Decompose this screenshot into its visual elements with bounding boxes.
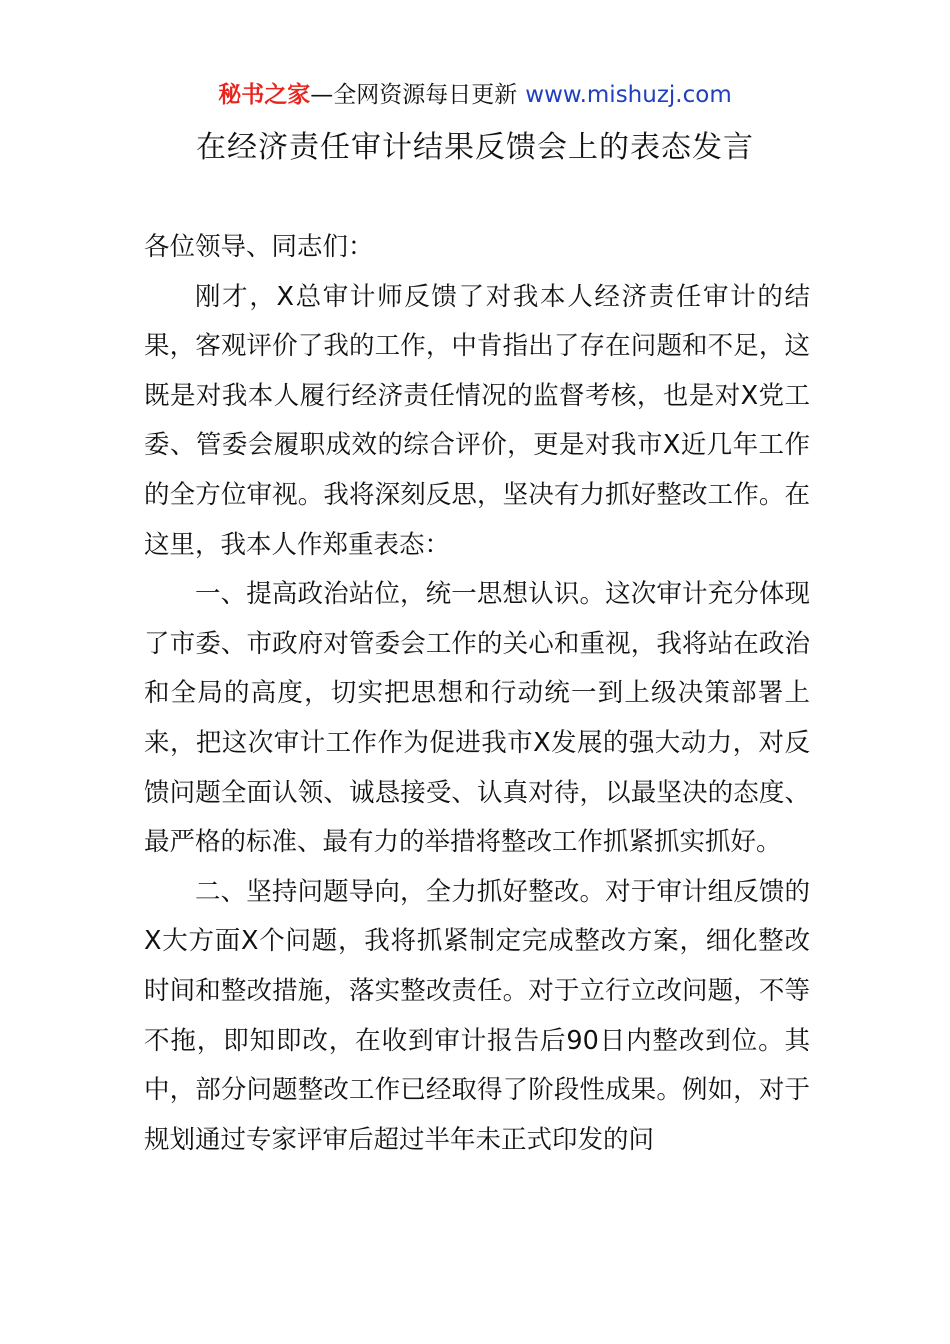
paragraph-point-one: 一、提高政治站位，统一思想认识。这次审计充分体现了市委、市政府对管委会工作的关心和重视，我将站在政治和全局的高度，切实把思想和行动统一到上级决策部署上来，把这次审计工作作为促进我市X发展的强大动力，对反馈问题全面认领、诚恳接受、认真对待，以最坚决的态度、最严格的标准、最有力的举措将整改工作抓紧抓实抓好。 (144, 579, 810, 858)
paragraph-point-two: 二、坚持问题导向，全力抓好整改。对于审计组反馈的X大方面X个问题，我将抓紧制定完成整改方案，细化整改时间和整改措施，落实整改责任。对于立行立改问题，不等不拖，即知即改，在收到审计报告后90日内整改到位。其中，部分问题整改工作已经取得了阶段性成果。例如，对于规划通过专家评审后超过半年未正式印发的问 (144, 876, 810, 1155)
site-url-link[interactable]: www.mishuzj.com (525, 82, 732, 108)
site-tagline: —全网资源每日更新 (310, 82, 518, 108)
salutation: 各位领导、同志们： (144, 232, 374, 262)
document-title: 在经济责任审计结果反馈会上的表态发言 (196, 130, 754, 165)
document-body (144, 223, 810, 1165)
paragraph-intro: 刚才，X总审计师反馈了对我本人经济责任审计的结果，客观评价了我的工作，中肯指出了存在问题和不足，这既是对我本人履行经济责任情况的监督考核，也是对X党工委、管委会履职成效的综合评价，更是对我市X近几年工作的全方位审视。我将深刻反思，坚决有力抓好整改工作。在这里，我本人作郑重表态： (144, 281, 810, 560)
site-header (0, 78, 950, 112)
site-name: 秘书之家 (218, 82, 311, 108)
